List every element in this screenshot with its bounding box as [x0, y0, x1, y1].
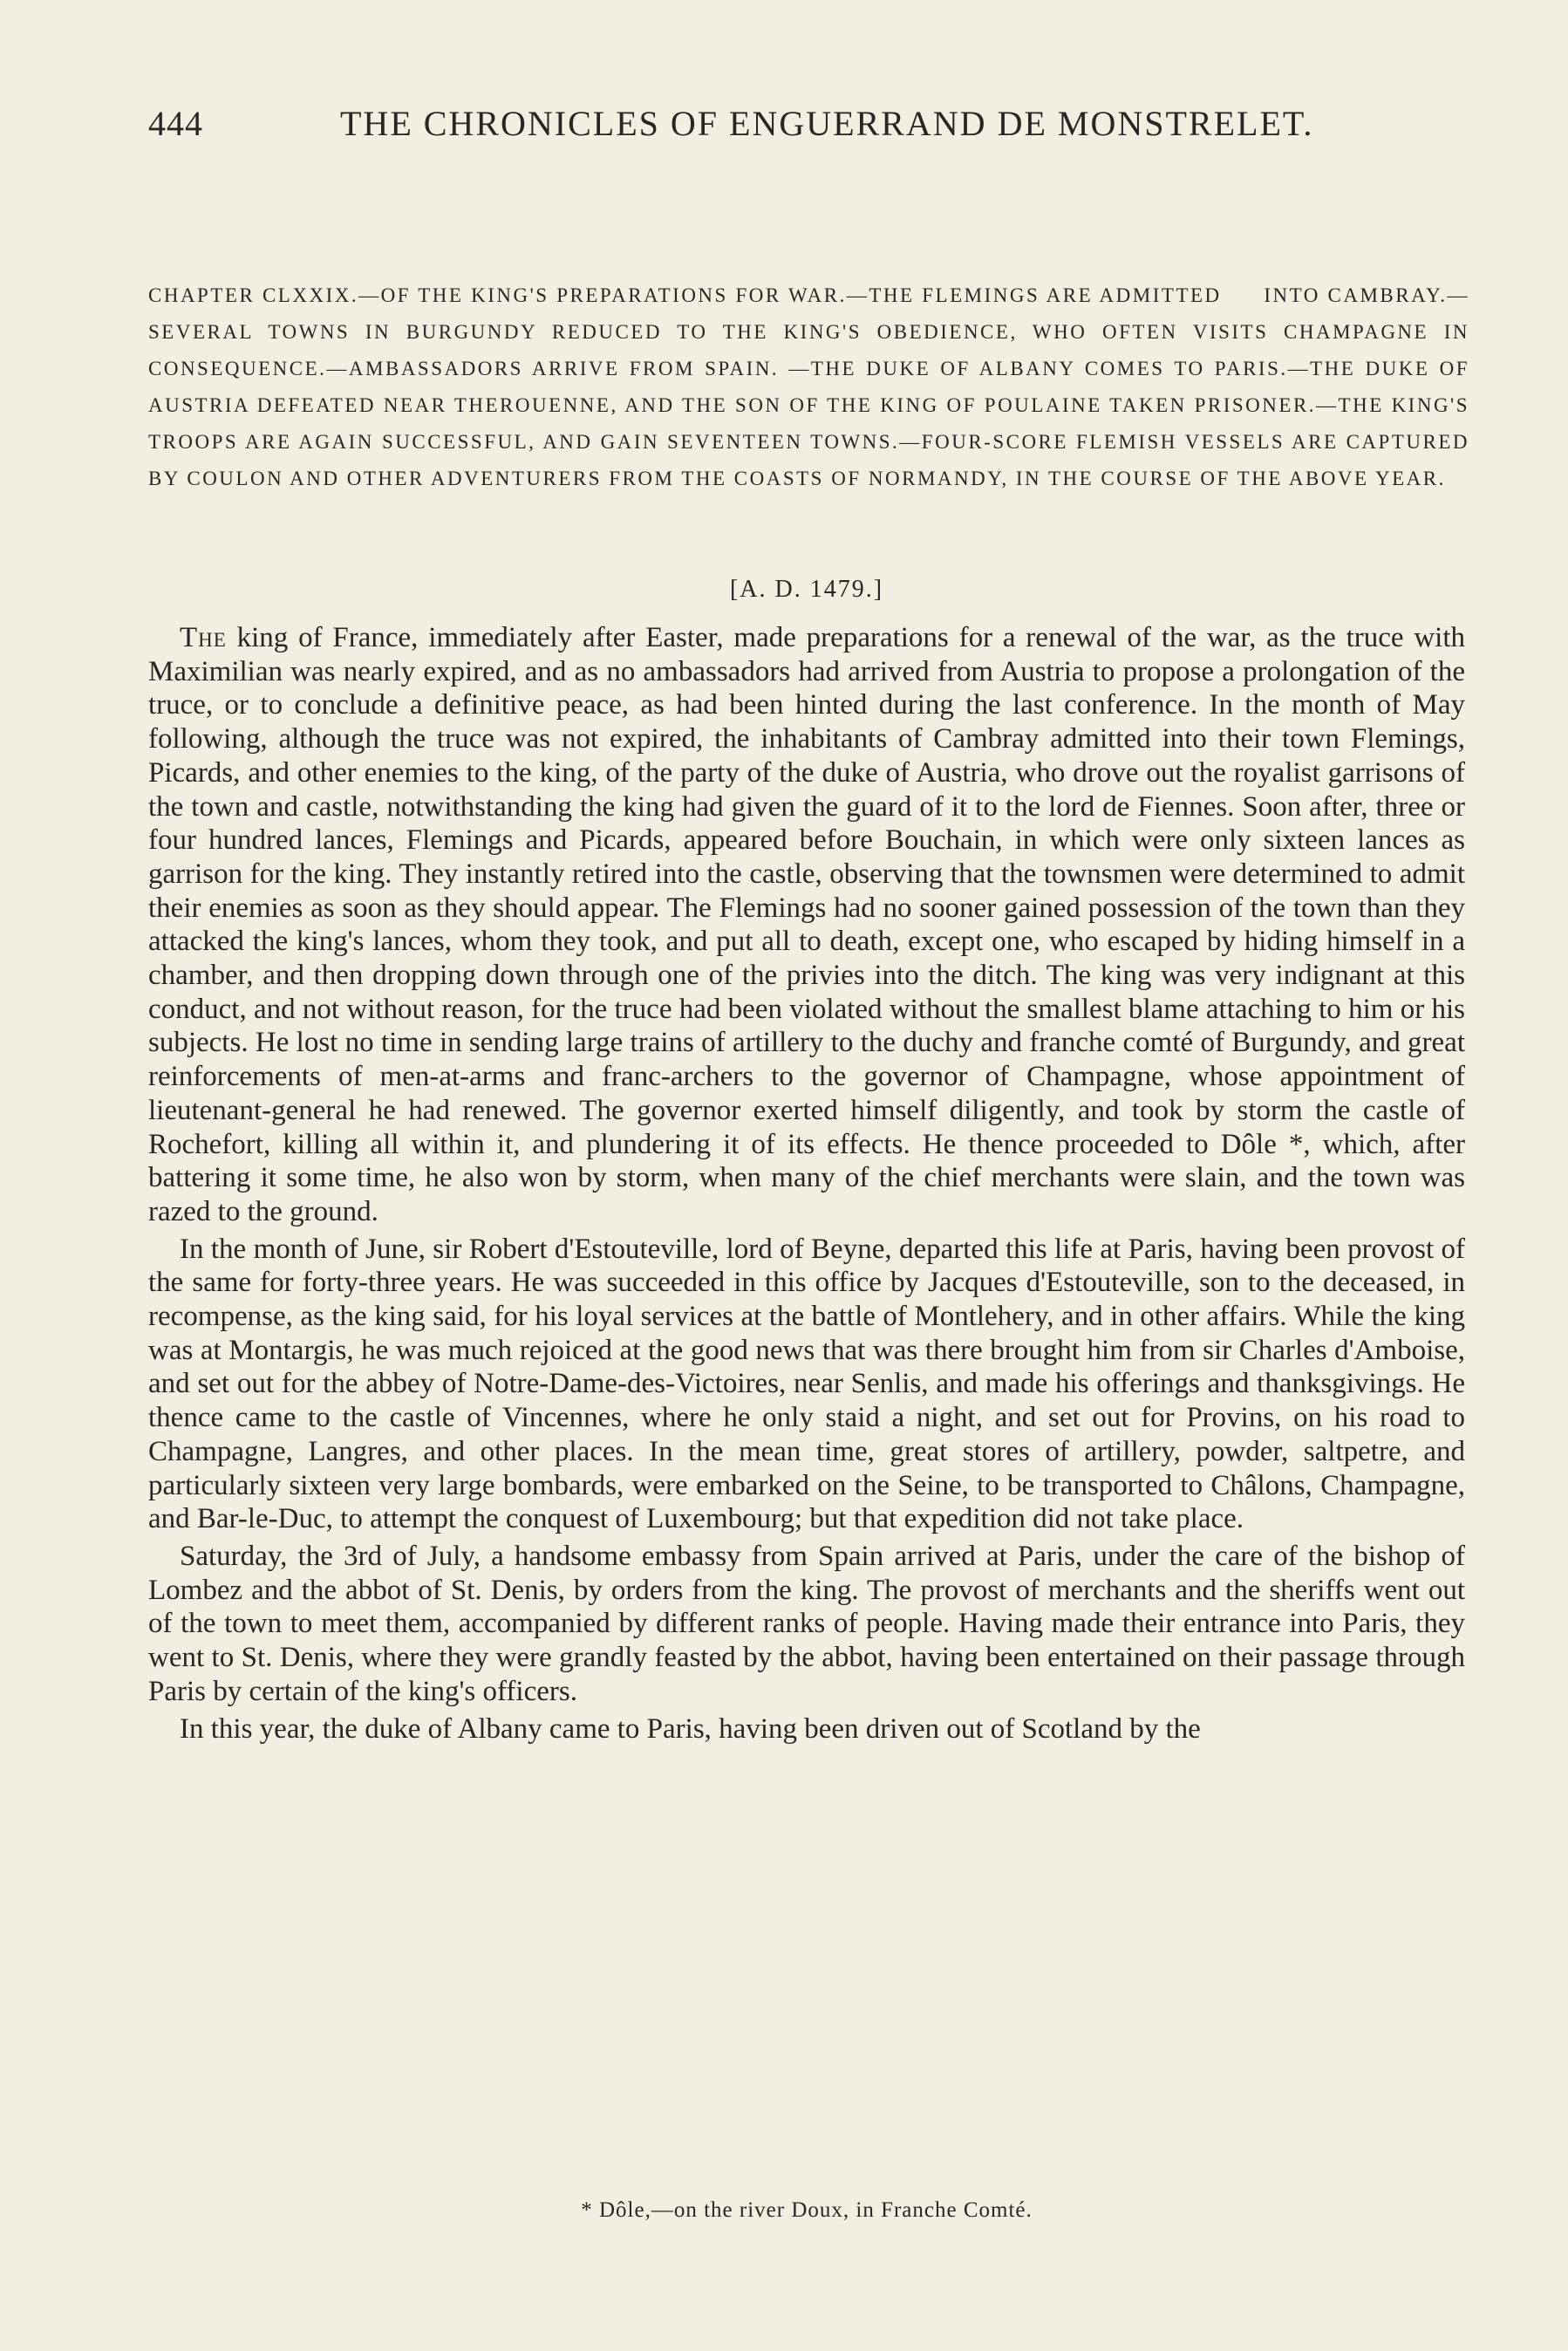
book-title: THE CHRONICLES OF ENGUERRAND DE MONSTRELET.: [340, 104, 1314, 143]
book-page: [148, 0, 1470, 2351]
paragraph: In this year, the duke of Albany came to Paris, having been driven out of Scotland by the: [180, 1712, 1201, 1745]
chapter-summary: [148, 277, 1469, 497]
paragraph-text: king of France, immediately after Easter, made preparations for a renewal of the war, as the truce with Maximilian was nearly expired, and as no ambassadors had arrived from Austria to propose a prolongation of the truce, or to conclude a definitive peace, as had been hinted during the last conference. In the month of May following, although the truce was not expired, the inhabitants of Cambray admitted into their town Flemings, Picards, and other enemies to the king, of the party of the duke of Austria, who drove out the royalist garrisons of the town and castle, notwithstanding the king had given the guard of it to the lord de Fiennes. Soon after, three or four hundred lances, Flemings and Picards, appeared before Bouchain, in which were only sixteen lances as garrison for the king. They instantly retired into the castle, observing that the townsmen were determined to admit their enemies as soon as they should appear. The Flemings had no sooner gained possession of the town than they attacked the king's lances, whom they took, and put all to death, except one, who escaped by hiding himself in a chamber, and then dropping down through one of the privies into the ditch. The king was very indignant at this conduct, and not without reason, for the truce had been violated without the smallest blame attaching to him or his subjects. He lost no time in sending large trains of artillery to the duchy and franche comté of Burgundy, and great reinforcements of men-at-arms and franc-archers to the governor of Champagne, whose appointment of lieutenant-general he had renewed. The governor exerted himself diligently, and took by storm the castle of Rochefort, killing all within it, and plundering it of its effects. He thence proceeded to Dôle *, which, after battering it some time, he also won by storm, when many of the chief merchants were slain, and the town was razed to the ground.: [148, 622, 1465, 1227]
chapter-heading: CHAPTER CLXXIX.—OF THE KING'S PREPARATIONS FOR WAR.—THE FLEMINGS ARE ADMITTED: [148, 284, 1222, 306]
paragraph: Saturday, the 3rd of July, a handsome embassy from Spain arrived at Paris, under the care of the bishop of Lombez and the abbot of St. Denis, by orders from the king. The provost of merchants and the sheriffs went out of the town to meet them, accompanied by different ranks of people. Having made their entrance into Paris, they went to St. Denis, where they were grandly feasted by the abbot, having been entertained on their passage through Paris by certain of the king's officers.: [148, 1540, 1465, 1707]
paragraph-lead-word: The: [180, 622, 227, 653]
paragraph: [148, 621, 1465, 1229]
paragraph: In the month of June, sir Robert d'Estouteville, lord of Beyne, departed this life at Paris, having been provost of the same for forty-three years. He was succeeded in this office by Jacques d'Estouteville, son to the deceased, in recompense, as the king said, for his loyal services at the battle of Montlehery, and in other affairs. While the king was at Montargis, he was much rejoiced at the good news that was there brought him from sir Charles d'Amboise, and set out for the abbey of Notre-Dame-des-Victoires, near Senlis, and made his offerings and thanksgivings. He thence came to the castle of Vincennes, where he only staid a night, and set out for Provins, on his road to Champagne, Langres, and other places. In the mean time, great stores of artillery, powder, saltpetre, and particularly sixteen very large bombards, were embarked on the Seine, to be transported to Châlons, Champagne, and Bar-le-Duc, to attempt the conquest of Luxembourg; but that expedition did not take place.: [148, 1233, 1465, 1535]
footnote: * Dôle,—on the river Doux, in Franche Comté.: [581, 2198, 1033, 2222]
page-number: 444: [148, 104, 203, 143]
chapter-date: [A. D. 1479.]: [729, 576, 884, 603]
chapter-summary-text: INTO CAMBRAY.—SEVERAL TOWNS IN BURGUNDY REDUCED TO THE KING'S OBEDIENCE, WHO OFTEN VISITS CHAMPAGNE IN CONSEQUENCE.—AMBASSADORS ARRIVE FROM SPAIN. —THE DUKE OF ALBANY COMES TO PARIS.—THE DUKE OF AUSTRIA DEFEATED NEAR THEROUENNE, AND THE SON OF THE KING OF POULAINE TAKEN PRISONER.—THE KING'S TROOPS ARE AGAIN SUCCESSFUL, AND GAIN SEVENTEEN TOWNS.—FOUR-SCORE FLEMISH VESSELS ARE CAPTURED BY COULON AND OTHER ADVENTURERS FROM THE COASTS OF NORMANDY, IN THE COURSE OF THE ABOVE YEAR.: [148, 284, 1470, 489]
running-head: [148, 103, 1465, 155]
body-text: [148, 621, 1465, 1749]
